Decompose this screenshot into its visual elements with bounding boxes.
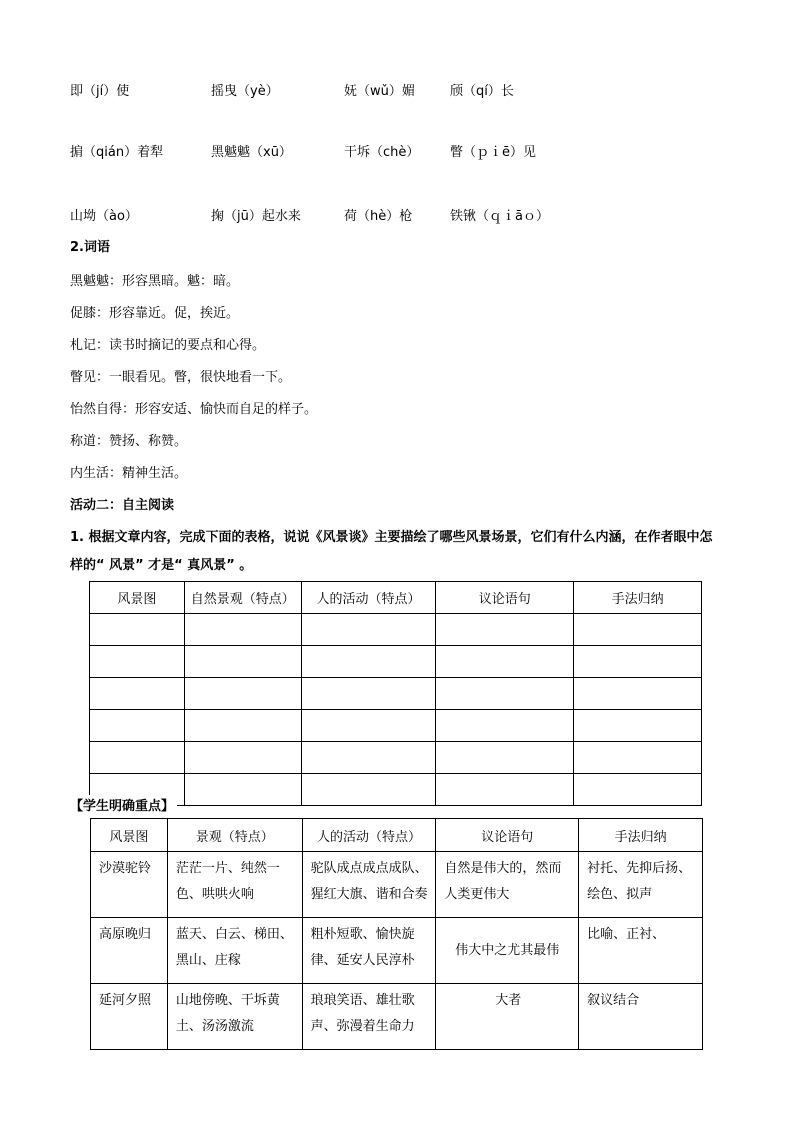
table-cell: 大者 (436, 984, 579, 1050)
blank-cell[interactable] (184, 742, 301, 774)
table-cell: 比喻、正衬、 (579, 918, 703, 984)
definition-item: 内生活：精神生活。 (70, 466, 188, 481)
table-row (90, 710, 702, 742)
table-cell: 沙漠驼铃 (91, 852, 168, 918)
blank-cell[interactable] (436, 774, 574, 806)
blank-cell[interactable] (301, 774, 436, 806)
pinyin-item: 黑魆魆（xū） (211, 145, 292, 160)
blank-cell[interactable] (436, 646, 574, 678)
table-row (90, 678, 702, 710)
table-row (91, 918, 703, 984)
blank-cell[interactable] (574, 678, 702, 710)
pinyin-item: 铁锹（ｑｉāｏ） (450, 209, 549, 224)
blank-cell[interactable] (184, 710, 301, 742)
table-cell: 茫茫一片、纯然一色、哄哄火响 (167, 852, 302, 918)
blank-cell[interactable] (574, 614, 702, 646)
blank-cell[interactable] (184, 646, 301, 678)
blank-cell[interactable] (574, 710, 702, 742)
pinyin-item: 掮（qián）着犁 (70, 145, 164, 160)
section2-title: 2.词语 (70, 240, 110, 255)
pinyin-item: 干坼（chè） (344, 145, 420, 160)
blank-cell[interactable] (574, 774, 702, 806)
pinyin-item: 摇曳（yè） (211, 84, 279, 99)
students-key-points-label: 【学生明确重点】 (70, 795, 177, 814)
definition-item: 黑魆魆：形容黑暗。魆：暗。 (70, 274, 240, 289)
pinyin-item: 荷（hè）枪 (344, 209, 413, 224)
table-header-cell: 人的活动（特点） (301, 582, 436, 614)
pinyin-item: 山坳（ào） (70, 209, 138, 224)
table-cell: 高原晚归 (91, 918, 168, 984)
table-header-cell: 人的活动（特点） (302, 819, 436, 852)
table-cell: 衬托、先抑后扬、绘色、拟声 (579, 852, 703, 918)
table-cell: 叙议结合 (579, 984, 703, 1050)
blank-cell[interactable] (301, 678, 436, 710)
table-header-cell: 手法归纳 (579, 819, 703, 852)
table-row (90, 774, 702, 806)
definition-item: 怡然自得：形容安适、愉快而自足的样子。 (70, 402, 318, 417)
table-header-cell: 手法归纳 (574, 582, 702, 614)
blank-cell[interactable] (90, 646, 185, 678)
pinyin-item: 妩（wǔ）媚 (344, 84, 415, 99)
blank-cell[interactable] (301, 710, 436, 742)
pinyin-item: 颀（qí）长 (450, 84, 514, 99)
blank-cell[interactable] (301, 614, 436, 646)
definition-item: 瞥见：一眼看见。瞥，很快地看一下。 (70, 370, 292, 385)
answer-table (90, 818, 703, 1050)
table-header-row (90, 582, 702, 614)
blank-cell[interactable] (184, 614, 301, 646)
activity-title: 活动二：自主阅读 (70, 498, 175, 513)
blank-cell[interactable] (574, 742, 702, 774)
worksheet-table (89, 581, 702, 806)
table-row (90, 614, 702, 646)
table-cell: 蓝天、白云、梯田、黑山、庄稼 (167, 918, 302, 984)
blank-cell[interactable] (90, 614, 185, 646)
blank-cell[interactable] (574, 646, 702, 678)
blank-cell[interactable] (301, 646, 436, 678)
blank-cell[interactable] (90, 710, 185, 742)
table-cell: 伟大中之尤其最伟 (436, 918, 579, 984)
table-header-cell: 风景图 (91, 819, 168, 852)
blank-cell[interactable] (436, 614, 574, 646)
question-1: 1. 根据文章内容，完成下面的表格，说说《风景谈》主要描绘了哪些风景场景，它们有什么内涵，在作者眼中怎样的“ 风景” 才是“ 真风景” 。 (70, 530, 713, 573)
table-cell: 自然是伟大的，然而人类更伟大 (436, 852, 579, 918)
table-header-cell: 议论语句 (436, 819, 579, 852)
table-cell: 驼队成点成点成队、猩红大旗、谐和合奏 (302, 852, 436, 918)
blank-cell[interactable] (436, 710, 574, 742)
pinyin-item: 瞥（ｐｉē）见 (450, 145, 536, 160)
table-header-row (91, 819, 703, 852)
pinyin-item: 即（jí）使 (70, 84, 130, 99)
pinyin-item: 掬（jū）起水来 (211, 209, 301, 224)
definition-item: 称道：赞扬、称赞。 (70, 434, 188, 449)
blank-cell[interactable] (436, 678, 574, 710)
blank-cell[interactable] (436, 742, 574, 774)
blank-cell[interactable] (90, 742, 185, 774)
definition-item: 札记：读书时摘记的要点和心得。 (70, 338, 266, 353)
definition-item: 促膝：形容靠近。促，挨近。 (70, 306, 240, 321)
table-cell: 延河夕照 (91, 984, 168, 1050)
blank-cell[interactable] (90, 678, 185, 710)
table-cell: 粗朴短歌、愉快旋律、延安人民淳朴 (302, 918, 436, 984)
table-cell: 山地傍晚、干坼黄土、汤汤激流 (167, 984, 302, 1050)
blank-cell[interactable] (301, 742, 436, 774)
table-cell: 琅琅笑语、雄壮歌声、弥漫着生命力 (302, 984, 436, 1050)
table-header-cell: 议论语句 (436, 582, 574, 614)
table-header-cell: 风景图 (90, 582, 185, 614)
table-row (90, 646, 702, 678)
table-header-cell: 景观（特点） (167, 819, 302, 852)
table-row (90, 742, 702, 774)
table-header-cell: 自然景观（特点） (184, 582, 301, 614)
table-row (91, 984, 703, 1050)
blank-cell[interactable] (184, 678, 301, 710)
table-row (91, 852, 703, 918)
blank-cell[interactable] (184, 774, 301, 806)
